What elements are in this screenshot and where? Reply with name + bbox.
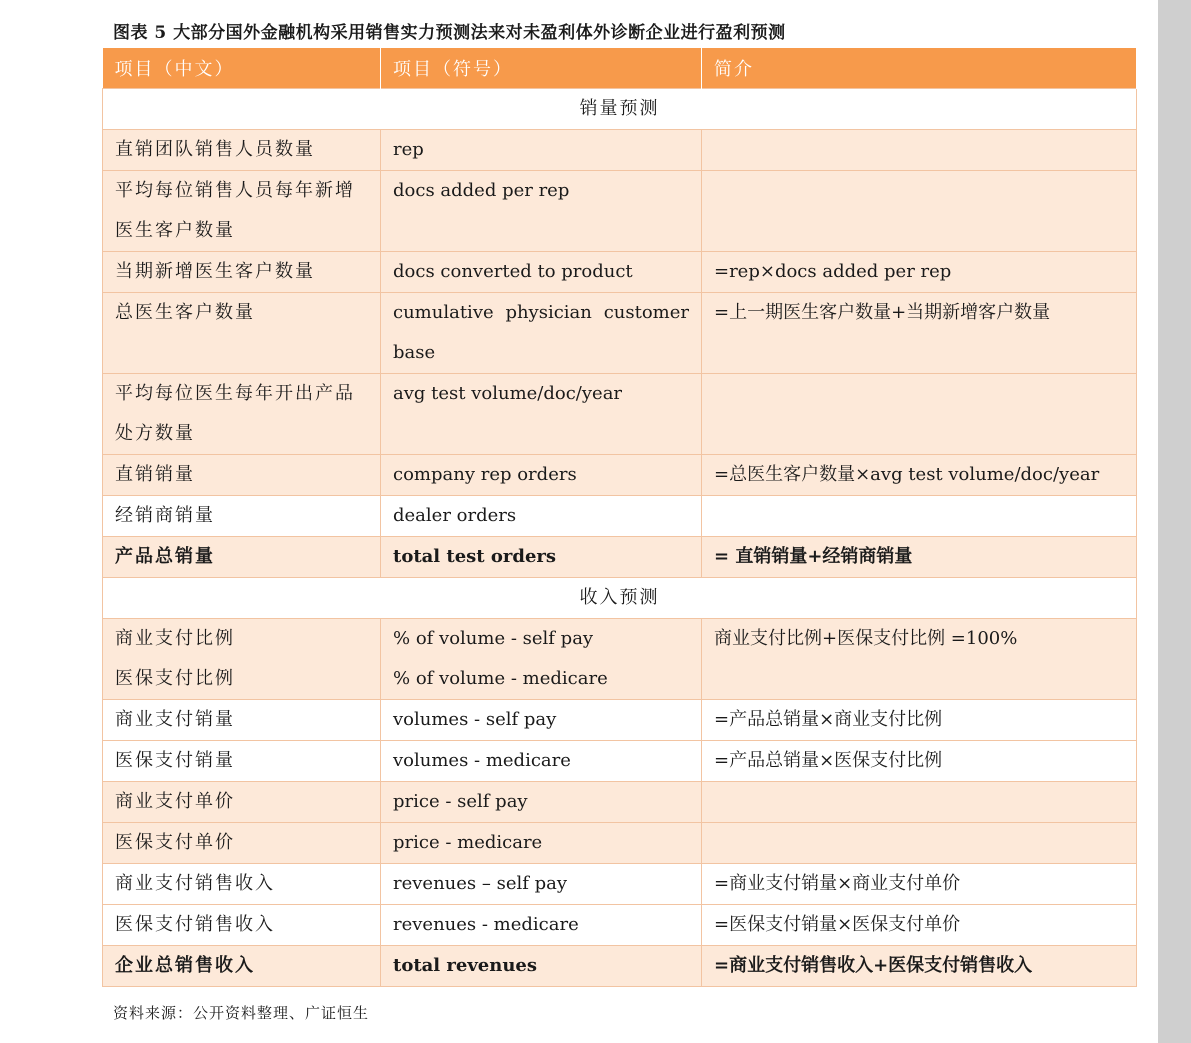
cell-symbol: total revenues [381,946,702,987]
table-row [103,537,1137,578]
cell-description: =商业支付销售收入+医保支付销售收入 [702,946,1137,987]
cell-symbol: avg test volume/doc/year [381,374,702,455]
table-row [103,700,1137,741]
cell-chinese-name: 医保支付销量 [103,741,381,782]
cell-chinese-name: 平均每位医生每年开出产品处方数量 [103,374,381,455]
cell-description: = 直销销量+经销商销量 [702,537,1137,578]
table-row [103,496,1137,537]
table-row [103,130,1137,171]
header-chinese-name: 项目（中文） [103,48,381,89]
table-row [103,252,1137,293]
cell-chinese-name: 医保支付销售收入 [103,905,381,946]
cell-chinese-name: 当期新增医生客户数量 [103,252,381,293]
cell-description [702,782,1137,823]
section-title: 销量预测 [103,89,1137,130]
cell-symbol: company rep orders [381,455,702,496]
cell-description: 商业支付比例+医保支付比例 =100% [702,619,1137,700]
cell-description: =医保支付销量×医保支付单价 [702,905,1137,946]
cell-description: =上一期医生客户数量+当期新增客户数量 [702,293,1137,374]
cell-description: =rep×docs added per rep [702,252,1137,293]
table-row [103,864,1137,905]
cell-description: =总医生客户数量×avg test volume/doc/year [702,455,1137,496]
cell-symbol: total test orders [381,537,702,578]
table-row [103,946,1137,987]
table-row [103,741,1137,782]
table-row [103,374,1137,455]
section-title: 收入预测 [103,578,1137,619]
cell-symbol: rep [381,130,702,171]
cell-description [702,823,1137,864]
cell-chinese-name: 直销销量 [103,455,381,496]
scrollbar[interactable] [1158,0,1191,1043]
cell-description [702,374,1137,455]
cell-symbol: dealer orders [381,496,702,537]
cell-chinese-name: 商业支付销售收入 [103,864,381,905]
cell-chinese-name: 平均每位销售人员每年新增医生客户数量 [103,171,381,252]
figure-caption: 图表 5 大部分国外金融机构采用销售实力预测法来对未盈利体外诊断企业进行盈利预测 [113,23,786,43]
cell-symbol: cumulative physician customer base [381,293,702,374]
cell-description: =商业支付销量×商业支付单价 [702,864,1137,905]
cell-symbol: volumes - self pay [381,700,702,741]
cell-symbol: price - self pay [381,782,702,823]
cell-symbol: % of volume - self pay % of volume - medicare [381,619,702,700]
cell-chinese-name: 直销团队销售人员数量 [103,130,381,171]
table-row [103,455,1137,496]
cell-description: =产品总销量×医保支付比例 [702,741,1137,782]
cell-chinese-name: 产品总销量 [103,537,381,578]
cell-symbol: revenues - medicare [381,905,702,946]
cell-description [702,496,1137,537]
section-row [103,578,1137,619]
cell-symbol: docs converted to product [381,252,702,293]
cell-chinese-name: 商业支付销量 [103,700,381,741]
table-row [103,171,1137,252]
source-note: 资料来源：公开资料整理、广证恒生 [113,1004,370,1022]
section-row [103,89,1137,130]
cell-symbol: docs added per rep [381,171,702,252]
table-row [103,293,1137,374]
table-body [103,89,1137,987]
cell-chinese-name: 商业支付单价 [103,782,381,823]
cell-symbol: price - medicare [381,823,702,864]
table-row [103,782,1137,823]
table-row [103,823,1137,864]
cell-description [702,171,1137,252]
table-row [103,619,1137,700]
cell-description [702,130,1137,171]
cell-chinese-name: 医保支付单价 [103,823,381,864]
header-symbol: 项目（符号） [381,48,702,89]
cell-chinese-name: 经销商销量 [103,496,381,537]
cell-chinese-name: 商业支付比例 医保支付比例 [103,619,381,700]
cell-symbol: revenues – self pay [381,864,702,905]
cell-symbol: volumes - medicare [381,741,702,782]
forecast-table [102,48,1137,987]
cell-chinese-name: 总医生客户数量 [103,293,381,374]
cell-description: =产品总销量×商业支付比例 [702,700,1137,741]
cell-chinese-name: 企业总销售收入 [103,946,381,987]
table-header [103,48,1137,89]
table-row [103,905,1137,946]
header-description: 简介 [702,48,1137,89]
